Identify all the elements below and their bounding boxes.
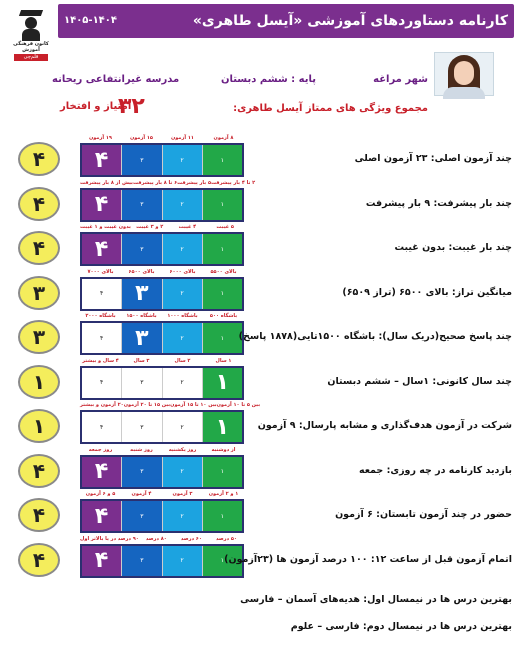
bar-segment: ۴ [82, 457, 121, 487]
row-score-circle: ۴ [18, 142, 60, 176]
bar-segment: ۱ [202, 234, 242, 264]
bar-segment: ۴ [82, 145, 121, 175]
level-label: ۱ سال [215, 357, 232, 364]
level-label: روز جمعه [88, 446, 113, 453]
level-label: بالای ۷۰۰۰ [87, 268, 114, 275]
row-question: چند بار پیشرفت: ۹ بار پیشرفت [365, 197, 512, 209]
level-label: باشگاه ۱۵۰۰ [126, 313, 157, 319]
bar-segment: ۴ [82, 368, 121, 398]
row-level-labels [80, 135, 244, 143]
summary-title: مجموع ویژگی های ممتاز آیسل طاهری: [233, 103, 428, 114]
level-label: ۲ و ۳ غیبت [136, 224, 164, 230]
level-label: ۵ غیبت [216, 224, 234, 230]
row-question: اتمام آزمون قبل از ساعت ۱۲: ۱۰۰ درصد آزمون ها (۲۳آزمون) [224, 553, 512, 565]
score-label: امتیاز و افتخار [60, 101, 132, 112]
bar-segment: ۲ [162, 368, 202, 398]
row-level-labels [80, 269, 244, 277]
bar-segment: ۱ [202, 368, 242, 398]
level-label: باشگاه ۱۰۰۰ [167, 313, 198, 319]
level-label: ۱۱ آزمون [171, 135, 194, 141]
bar-segment: ۲ [162, 145, 202, 175]
best-subjects-second: بهترین درس ها در نیمسال دوم: فارسی – علوم [290, 621, 512, 632]
bar-segment: ۲ [162, 323, 202, 353]
level-label: ۴ آزمون [131, 491, 152, 497]
bar-segment: ۱ [202, 546, 242, 576]
bar-segment: ۳ [121, 279, 161, 309]
logo-text: کانون فرهنگی آموزش [13, 41, 49, 53]
level-label: ۲۰ آزمون و بیشتر [80, 402, 124, 408]
achievement-bar [80, 232, 244, 266]
bar-segment: ۴ [82, 412, 121, 442]
row-question: بازدید کارنامه در چه روزی: جمعه [358, 464, 512, 476]
level-label: ۶ تا ۸ بار پیشرفت [132, 179, 178, 186]
row-score-circle: ۴ [18, 498, 60, 532]
level-label: ۵ بار پیشرفت [177, 179, 211, 186]
bar-segment: ۳ [121, 412, 161, 442]
bar-segment: ۳ [121, 190, 161, 220]
bar-segment: ۱ [202, 501, 242, 531]
achievement-bar [80, 321, 244, 355]
row-question: چند سال کانونی: ۱سال – ششم دبستان [327, 375, 512, 387]
row-score-circle: ۴ [18, 231, 60, 265]
school-label: مدرسه غیرانتفاعی ریحانه [52, 74, 180, 85]
achievement-bar [80, 277, 244, 311]
bar-segment: ۲ [162, 234, 202, 264]
bar-segment: ۳ [121, 145, 161, 175]
bar-segment: ۱ [202, 145, 242, 175]
grade-label: پایه : ششم دبستان [220, 74, 316, 85]
level-label: ۸۰ درصد [145, 535, 167, 542]
level-label: باشگاه ۲۰۰۰ [85, 313, 116, 319]
level-label: ۶۰ درصد [180, 535, 202, 542]
achievement-bar [80, 366, 244, 400]
row-score-circle: ۴ [18, 187, 60, 221]
bar-segment: ۳ [121, 234, 161, 264]
achievement-bar [80, 188, 244, 222]
level-label: بالای ۵۵۰۰ [210, 268, 237, 275]
bar-segment: ۳ [121, 323, 161, 353]
level-label: ۳ سال [133, 357, 150, 364]
level-label: باشگاه ۵۰۰ [209, 313, 238, 319]
bar-segment: ۴ [82, 501, 121, 531]
bar-segment: ۳ [121, 501, 161, 531]
level-label: ۲ سال [174, 357, 191, 364]
best-subjects-first: بهترین درس ها در نیمسال اول: هدیه‌های آسمان – فارسی [240, 594, 512, 605]
level-label: ۳ آزمون [172, 491, 193, 497]
level-label: ۵ و ۶ آزمون [85, 491, 116, 497]
bar-segment: ۳ [121, 368, 161, 398]
row-score-circle: ۱ [18, 365, 60, 399]
bar-segment: ۲ [162, 279, 202, 309]
level-label: بین ۱۵ تا ۲۰ آزمون [123, 402, 171, 408]
level-label: از دوشنبه [211, 446, 236, 453]
achievement-bar [80, 499, 244, 533]
level-label: روز یکشنبه [168, 446, 197, 453]
bar-segment: ۴ [82, 323, 121, 353]
bar-segment: ۴ [82, 190, 121, 220]
graduation-cap-icon [19, 10, 43, 16]
bar-segment: ۱ [202, 279, 242, 309]
row-score-circle: ۳ [18, 320, 60, 354]
level-label: ۴ غیبت [178, 224, 197, 230]
achievement-bar [80, 544, 244, 578]
level-label: روز شنبه [130, 446, 153, 453]
level-label: ۴ سال و بیشتر [82, 357, 119, 364]
bar-segment: ۱ [202, 190, 242, 220]
title-banner [58, 4, 514, 38]
row-question: چند پاسخ صحیح(دریک سال): باشگاه ۱۵۰۰تایی(۱۸۷۸ پاسخ) [238, 331, 512, 342]
bar-segment: ۲ [162, 190, 202, 220]
level-label: ۹۰ درصد در یا بالاتر اول [80, 535, 139, 542]
level-label: ۸ آزمون [213, 135, 234, 141]
achievement-bar [80, 410, 244, 444]
row-score-circle: ۴ [18, 543, 60, 577]
bar-segment: ۴ [82, 279, 121, 309]
bar-segment: ۱ [202, 323, 242, 353]
bar-segment: ۱ [202, 457, 242, 487]
bar-segment: ۴ [82, 546, 121, 576]
level-label: بالای ۶۵۰۰ [128, 268, 155, 275]
bar-segment: ۲ [162, 546, 202, 576]
level-label: ۱۵ آزمون [130, 135, 153, 141]
level-label: ۲ تا ۴ بار پیشرفت [211, 179, 256, 186]
bar-segment: ۳ [121, 457, 161, 487]
level-label: بین ۱۰ تا ۱۵ آزمون [170, 402, 217, 408]
row-level-labels [80, 358, 244, 366]
row-level-labels [80, 536, 244, 544]
row-question: حضور در چند آزمون تابستان: ۶ آزمون [335, 509, 512, 520]
bar-segment: ۴ [82, 234, 121, 264]
row-level-labels [80, 402, 261, 410]
achievement-bar [80, 455, 244, 489]
kanoon-logo [8, 6, 54, 66]
row-score-circle: ۱ [18, 409, 60, 443]
row-level-labels [80, 179, 256, 188]
row-level-labels [80, 224, 244, 232]
row-question: شرکت در آزمون هدف‌گذاری و مشابه پارسال: ۹ آزمون [257, 420, 512, 431]
report-title: کارنامه دستاوردهای آموزشی «آیسل طاهری» [192, 13, 508, 29]
bar-segment: ۲ [162, 501, 202, 531]
bar-segment: ۱ [202, 412, 242, 442]
level-label: بیش از ۸ بار پیشرفت [80, 179, 133, 186]
bar-segment: ۳ [121, 546, 161, 576]
level-label: ۵۰ درصد [215, 535, 237, 542]
academic-year: ۱۴۰۵-۱۴۰۴ [64, 15, 117, 26]
level-label: بالای ۶۰۰۰ [169, 268, 196, 275]
row-question: چند بار غیبت: بدون غیبت [394, 242, 512, 253]
row-question: چند آزمون اصلی: ۲۳ آزمون اصلی [354, 153, 512, 164]
row-score-circle: ۳ [18, 276, 60, 310]
level-label: بین ۵ تا ۱۰ آزمون [216, 402, 261, 408]
row-level-labels [80, 447, 244, 455]
level-label: بدون غیبت و ۱ غیبت [80, 224, 131, 230]
row-question: میانگین تراز: بالای ۶۵۰۰ (تراز ۶۵۰۹) [342, 286, 512, 298]
row-level-labels [80, 491, 244, 499]
total-score: ۳۲ [118, 94, 145, 119]
level-label: ۱ و ۲ آزمون [208, 491, 239, 497]
achievement-bar [80, 143, 244, 177]
level-label: ۱۹ آزمون [89, 135, 112, 141]
bar-segment: ۲ [162, 412, 202, 442]
row-level-labels [80, 313, 244, 321]
logo-badge: قلم‌چی [14, 54, 48, 61]
row-score-circle: ۴ [18, 454, 60, 488]
city-label: شهر مراغه [373, 74, 428, 85]
student-photo [434, 52, 494, 96]
bar-segment: ۲ [162, 457, 202, 487]
